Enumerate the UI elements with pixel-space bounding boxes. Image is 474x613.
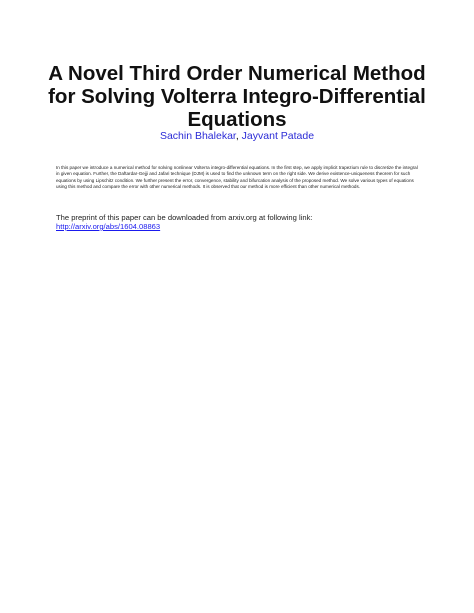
abstract-text: In this paper we introduce a numerical method for solving nonlinear Volterra integro-differential equations. In the first step, we apply implicit trapezium rule to discretize the integral in given equation. Further, the Daftardar-Gejji and Jafari technique (DJM) is used to find the unknown term on the right side. We derive existence-uniqueness theorem for such equations by using Lipschitz condition. We further present the error, convergence, stability and bifurcation analysis of the proposed method. We solve various types of equations using this method and compare the error with other numerical methods. It is observed that our method is more efficient than other numerical methods. xyxy=(56,164,418,190)
author-name: Sachin Bhalekar xyxy=(159,130,236,142)
preprint-note: The preprint of this paper can be downloaded from arxiv.org at following link: xyxy=(56,212,313,222)
arxiv-link[interactable]: http://arxiv.org/abs/1604.08863 xyxy=(56,222,161,231)
author-separator: , xyxy=(235,130,242,142)
author-name: Jayvant Patade xyxy=(241,130,315,142)
paper-title: A Novel Third Order Numerical Method for Solving Volterra Integro-Differential Equations xyxy=(48,62,426,131)
author-list xyxy=(40,130,434,143)
